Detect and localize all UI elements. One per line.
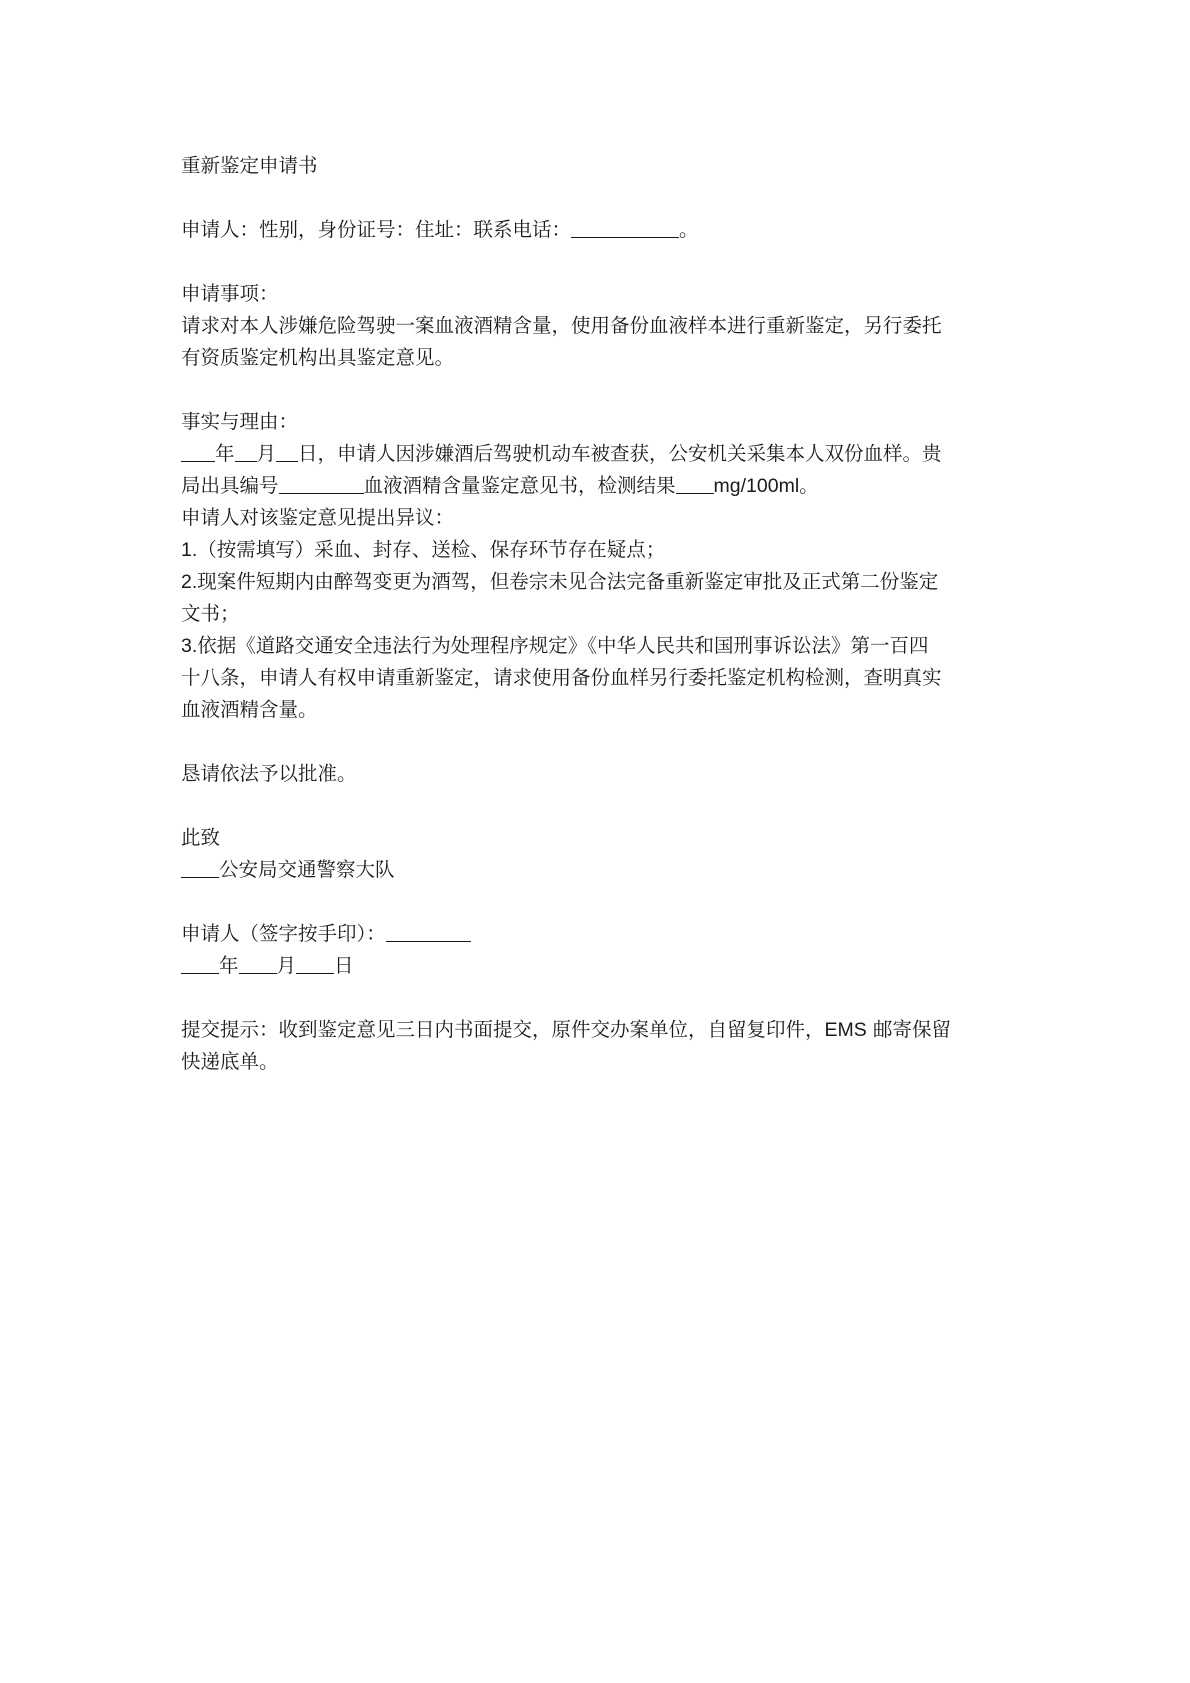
recipient-text: 公安局交通警察大队 [219, 858, 395, 881]
report-number-blank [279, 471, 364, 494]
result-unit: mg/100ml [713, 475, 800, 497]
item-2-number: 2. [181, 571, 198, 593]
item-2-text: 现案件短期内由醉驾变更为酒驾，但卷宗未见合法完备重新鉴定审批及正式第二份鉴定 [197, 570, 939, 593]
submission-tip-line-2: 快递底单。 [181, 1050, 279, 1073]
document-page [181, 150, 1021, 1078]
salutation: 此致 [181, 826, 221, 849]
month-blank [235, 439, 257, 462]
facts-line-2-end: 。 [799, 474, 819, 497]
plea-line: 恳请依法予以批准。 [181, 762, 357, 785]
applicant-info-end: 。 [679, 218, 699, 241]
sign-day-label: 日 [334, 954, 354, 977]
applicant-info-text: 申请人：性别，身份证号：住址：联系电话： [181, 218, 572, 241]
year-blank [181, 439, 215, 462]
objection-item-3-cont: 十八条，申请人有权申请重新鉴定，请求使用备份血样另行委托鉴定机构检测，查明真实 [181, 666, 942, 689]
tip-text-a: 提交提示：收到鉴定意见三日内书面提交，原件交办案单位，自留复印件， [181, 1018, 825, 1041]
request-line-1: 请求对本人涉嫌危险驾驶一案血液酒精含量，使用备份血液样本进行重新鉴定，另行委托 [181, 314, 942, 337]
sign-day-blank [296, 951, 334, 974]
objection-item-2-cont: 文书； [181, 602, 240, 625]
objection-item-3-cont-2: 血液酒精含量。 [181, 698, 318, 721]
facts-line-1-text: 日，申请人因涉嫌酒后驾驶机动车被查获，公安机关采集本人双份血样。贵 [298, 442, 942, 465]
item-1-number: 1. [181, 539, 198, 561]
facts-line-2-text: 血液酒精含量鉴定意见书，检测结果 [363, 474, 676, 497]
objection-item-1 [181, 534, 1021, 566]
report-number-label: 局出具编号 [181, 474, 279, 497]
item-3-number: 3. [181, 635, 198, 657]
request-line-2: 有资质鉴定机构出具鉴定意见。 [181, 346, 455, 369]
phone-blank [571, 215, 679, 238]
sign-month-label: 月 [276, 954, 297, 977]
facts-line-2 [181, 470, 1021, 502]
signature-date-line [181, 950, 1021, 982]
applicant-info-line [181, 214, 1021, 246]
submission-tip-line-1 [181, 1014, 1021, 1046]
sign-year-label: 年 [219, 954, 239, 977]
document-title: 重新鉴定申请书 [181, 154, 318, 177]
signature-line [181, 918, 1021, 950]
year-label: 年 [215, 442, 235, 465]
tip-ems: EMS [824, 1019, 867, 1041]
facts-line-1 [181, 438, 1021, 470]
sign-month-blank [239, 951, 277, 974]
objection-item-2 [181, 566, 1021, 598]
result-blank [676, 471, 714, 494]
request-heading: 申请事项： [181, 282, 279, 305]
recipient-line [181, 854, 1021, 886]
item-1-text: （按需填写）采血、封存、送检、保存环节存在疑点； [197, 538, 666, 561]
signature-label: 申请人（签字按手印）： [181, 922, 386, 945]
item-3-text: 依据《道路交通安全违法行为处理程序规定》《中华人民共和国刑事诉讼法》第一百四 [197, 634, 929, 657]
sign-year-blank [181, 951, 219, 974]
month-label: 月 [256, 442, 277, 465]
objection-item-3 [181, 630, 1021, 662]
tip-text-b: 邮寄保留 [872, 1018, 951, 1041]
recipient-blank [181, 855, 219, 878]
day-blank [276, 439, 298, 462]
signature-blank [386, 919, 471, 942]
objection-line: 申请人对该鉴定意见提出异议： [181, 506, 455, 529]
facts-heading: 事实与理由： [181, 410, 299, 433]
